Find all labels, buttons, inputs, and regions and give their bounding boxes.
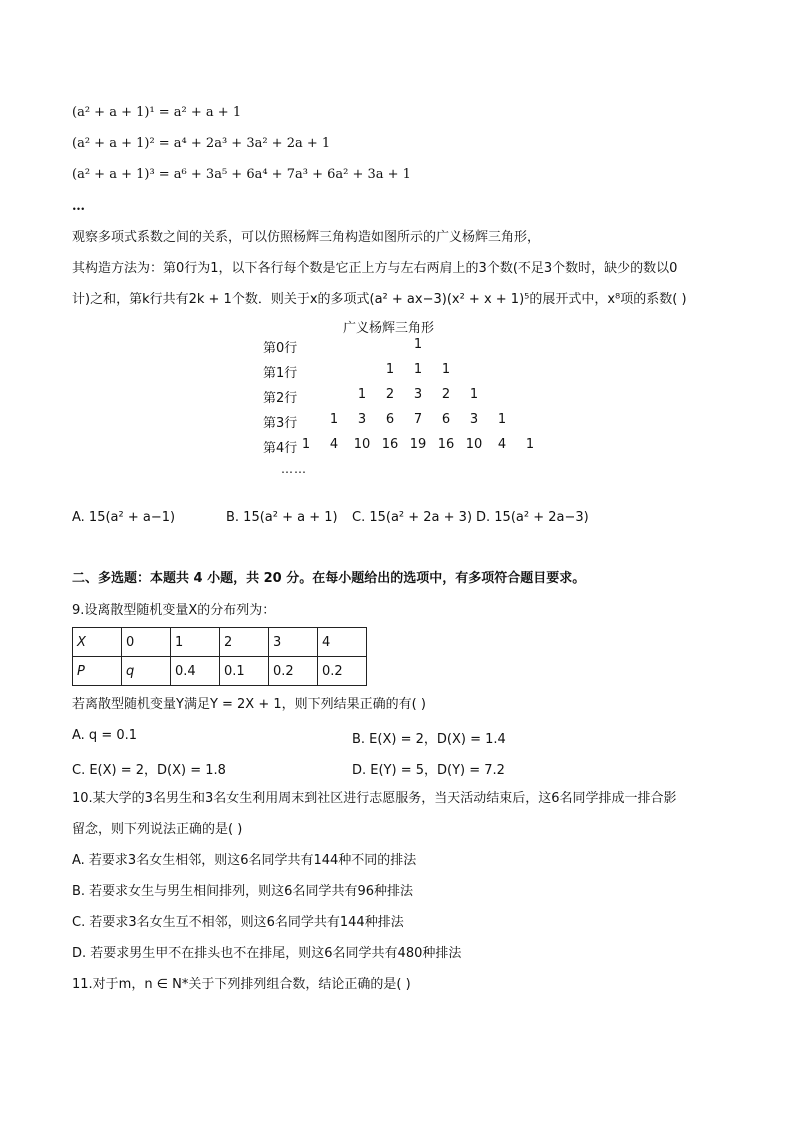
triangle-number: 1 [441, 362, 451, 377]
expansion-line-2: (a² + a + 1)² = a⁴ + 2a³ + 3a² + 2a + 1 [72, 136, 331, 151]
triangle-number: 10 [353, 437, 371, 452]
triangle-row [263, 337, 563, 355]
q9-option-d[interactable]: D. E(Y) = 5，D(Y) = 7.2 [352, 763, 505, 778]
q10-option-b[interactable]: B. 若要求女生与男生相间排列，则这6名同学共有96种排法 [72, 884, 413, 899]
triangle-row-label: 第0行 [263, 341, 298, 356]
triangle-number: 1 [385, 362, 395, 377]
triangle-number: 2 [385, 387, 395, 402]
section-2-heading: 二、多选题：本题共 4 小题，共 20 分。在每小题给出的选项中，有多项符合题目要求。 [72, 571, 586, 586]
triangle-number: 2 [441, 387, 451, 402]
triangle-number: 3 [413, 387, 423, 402]
q8-option-a[interactable]: A. 15(a² + a−1) [72, 510, 176, 525]
intro-line-1: 观察多项式系数之间的关系，可以仿照杨辉三角构造如图所示的广义杨辉三角形， [72, 230, 541, 245]
triangle-number: 1 [413, 337, 423, 352]
triangle-row-label: 第3行 [263, 416, 298, 431]
table-cell: 2 [220, 628, 269, 657]
triangle-title: 广义杨辉三角形 [343, 321, 435, 336]
triangle-number: 4 [329, 437, 339, 452]
table-cell: 4 [318, 628, 367, 657]
table-row [73, 657, 367, 686]
triangle-ellipsis: …… [281, 462, 307, 476]
q9-stem: 9.设离散型随机变量X的分布列为： [72, 603, 276, 618]
triangle-number: 4 [497, 437, 507, 452]
q9-condition: 若离散型随机变量Y满足Y = 2X + 1，则下列结果正确的有( ) [72, 697, 426, 712]
triangle-number: 1 [329, 412, 339, 427]
triangle-number: 16 [381, 437, 399, 452]
intro-line-2: 其构造方法为：第0行为1，以下各行每个数是它正上方与左右两肩上的3个数(不足3个数时，缺少的数以0 [72, 261, 678, 276]
table-cell: 0.2 [269, 657, 318, 686]
table-cell: 0.2 [318, 657, 367, 686]
q9-option-b[interactable]: B. E(X) = 2，D(X) = 1.4 [352, 732, 506, 747]
q9-option-a[interactable]: A. q = 0.1 [72, 728, 138, 743]
table-cell: P [73, 657, 122, 686]
triangle-number: 1 [525, 437, 535, 452]
q9-option-c[interactable]: C. E(X) = 2，D(X) = 1.8 [72, 763, 226, 778]
triangle-number: 1 [357, 387, 367, 402]
table-cell: 0 [122, 628, 171, 657]
triangle-number: 1 [497, 412, 507, 427]
distribution-table [72, 627, 367, 686]
triangle-row [263, 387, 563, 405]
intro-line-3: 计)之和，第k行共有2k + 1个数．则关于x的多项式(a² + ax−3)(x² + x + 1)⁵的展开式中，x⁸项的系数( ) [72, 292, 687, 307]
triangle-number: 19 [409, 437, 427, 452]
expansion-ellipsis: … [72, 199, 85, 214]
q10-stem-line-1: 10.某大学的3名男生和3名女生利用周末到社区进行志愿服务，当天活动结束后，这6名同学排成一排合影 [72, 791, 677, 806]
triangle-number: 3 [357, 412, 367, 427]
q11-stem: 11.对于m，n ∈ N*关于下列排列组合数，结论正确的是( ) [72, 977, 411, 992]
triangle-number: 1 [413, 362, 423, 377]
table-cell: 1 [171, 628, 220, 657]
table-cell: X [73, 628, 122, 657]
q8-option-d[interactable]: D. 15(a² + 2a−3) [476, 510, 589, 525]
table-cell: 0.4 [171, 657, 220, 686]
q8-option-c[interactable]: C. 15(a² + 2a + 3) [352, 510, 473, 525]
triangle-row-label: 第2行 [263, 391, 298, 406]
q10-option-d[interactable]: D. 若要求男生甲不在排头也不在排尾，则这6名同学共有480种排法 [72, 946, 462, 961]
triangle-row-label: 第4行 [263, 441, 298, 456]
q10-option-a[interactable]: A. 若要求3名女生相邻，则这6名同学共有144种不同的排法 [72, 853, 417, 868]
triangle-number: 1 [469, 387, 479, 402]
q10-option-c[interactable]: C. 若要求3名女生互不相邻，则这6名同学共有144种排法 [72, 915, 404, 930]
table-cell: q [122, 657, 171, 686]
triangle-row [263, 437, 563, 455]
q8-option-b[interactable]: B. 15(a² + a + 1) [226, 510, 338, 525]
triangle-row-label: 第1行 [263, 366, 298, 381]
triangle-number: 3 [469, 412, 479, 427]
expansion-line-1: (a² + a + 1)¹ = a² + a + 1 [72, 105, 242, 120]
triangle-number: 16 [437, 437, 455, 452]
q10-stem-line-2: 留念，则下列说法正确的是( ) [72, 822, 243, 837]
table-row [73, 628, 367, 657]
triangle-row [263, 362, 563, 380]
triangle-row [263, 412, 563, 430]
expansion-line-3: (a² + a + 1)³ = a⁶ + 3a⁵ + 6a⁴ + 7a³ + 6a² + 3a + 1 [72, 167, 411, 182]
triangle-number: 6 [441, 412, 451, 427]
triangle-number: 6 [385, 412, 395, 427]
triangle-number: 1 [301, 437, 311, 452]
table-cell: 3 [269, 628, 318, 657]
triangle-number: 7 [413, 412, 423, 427]
table-cell: 0.1 [220, 657, 269, 686]
triangle-number: 10 [465, 437, 483, 452]
